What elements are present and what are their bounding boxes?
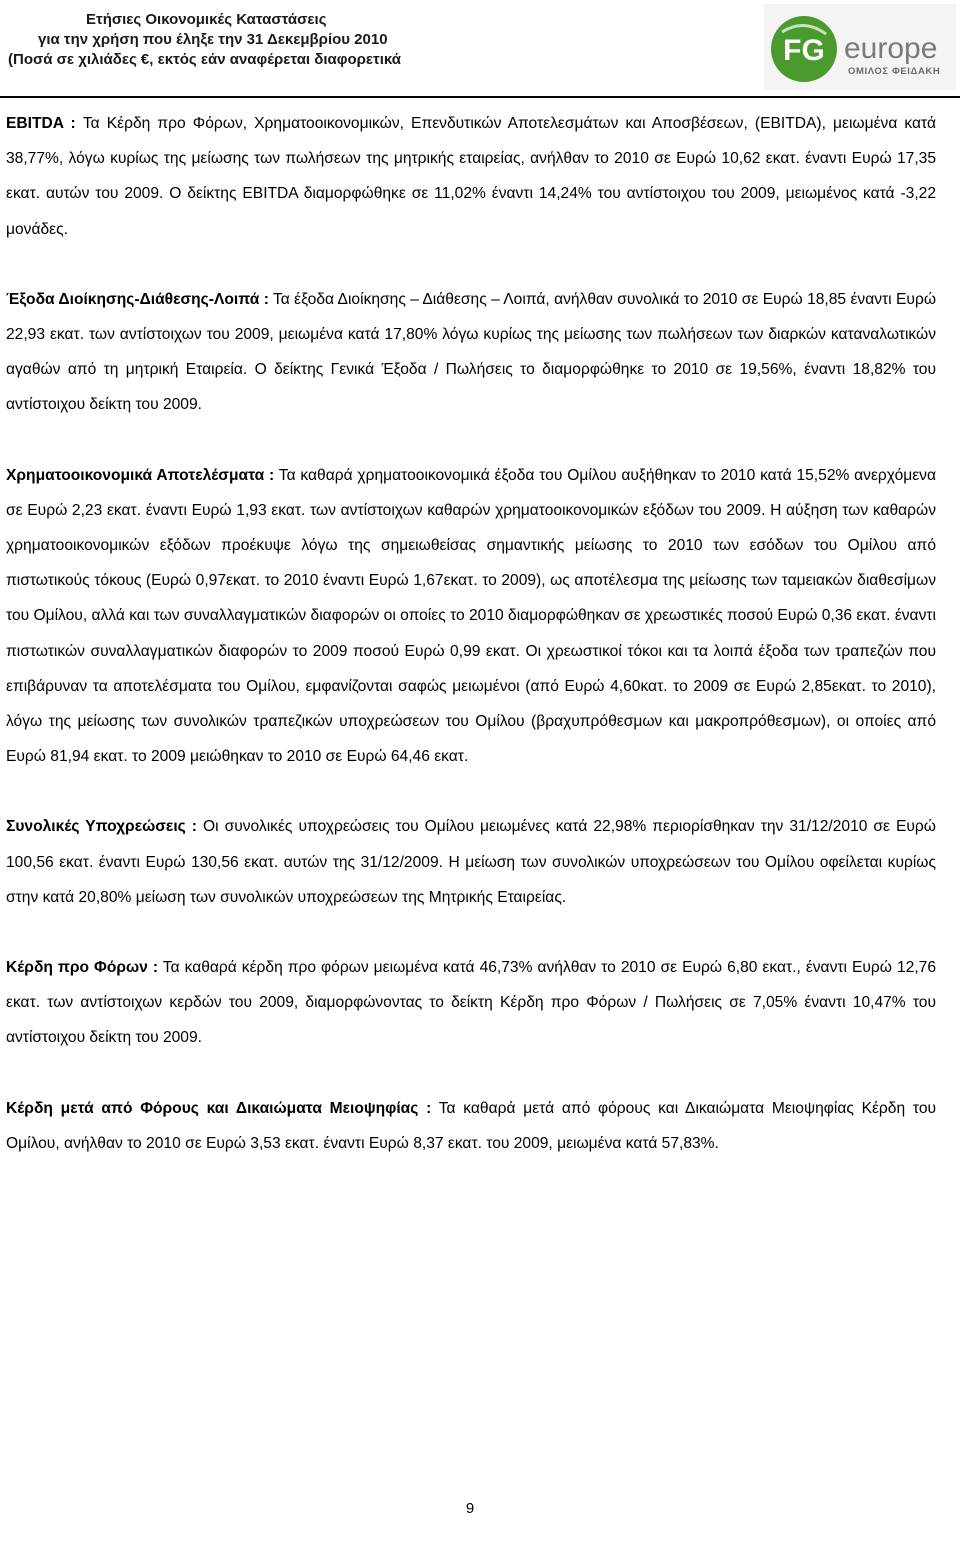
- section-text-pretax-profit: Τα καθαρά κέρδη προ φόρων μειωμένα κατά 46,73% ανήλθαν το 2010 σε Ευρώ 6,80 εκατ., έναντι Ευρώ 12,76 εκατ. των αντίστοιχων κερδών του 2009, διαμορφώνοντας το δείκτη Κέρδη προ Φόρων / Πωλήσεις σε 7,05% έναντι 10,47% του αντίστοιχου δείκτη του 2009.: [6, 959, 936, 1047]
- fg-europe-logo: [764, 4, 956, 90]
- paragraph-net-profit: [6, 1091, 936, 1161]
- document-body: [6, 106, 936, 1161]
- section-label-admin-expenses: Έξοδα Διοίκησης-Διάθεσης-Λοιπά :: [6, 290, 269, 308]
- section-label-net-profit: Κέρδη μετά από Φόρους και Δικαιώματα Μειοψηφίας :: [6, 1099, 432, 1117]
- header-currency-note: (Ποσά σε χιλιάδες €, εκτός εάν αναφέρεται διαφορετικά: [8, 51, 401, 68]
- section-text-financial-results: Τα καθαρά χρηματοοικονομικά έξοδα του Ομίλου αυξήθηκαν το 2010 κατά 15,52% ανερχόμενα σε Ευρώ 2,23 εκατ. έναντι Ευρώ 1,93 εκατ. των αντίστοιχων καθαρών χρηματοοικονομικών εξόδων του 2009. Η αύξηση των καθαρών χρηματοοικονομικών εξόδων προέκυψε λόγω της σημειωθείσας σημαντικής μείωσης το 2010 των εσόδων του Ομίλου από πιστωτικούς τόκους (Ευρώ 0,97εκατ. το 2010 έναντι Ευρώ 1,67εκατ. το 2009), ως αποτέλεσμα της μείωσης των ταμειακών διαθεσίμων του Ομίλου, αλλά και των συναλλαγματικών διαφορών οι οποίες το 2010 διαμορφώθηκαν σε χρεωστικές ποσού Ευρώ 0,36 εκατ. έναντι πιστωτικών συναλλαγματικών διαφορών το 2009 ποσού Ευρώ 0,99 εκατ. Οι χρεωστικοί τόκοι και τα λοιπά έξοδα των τραπεζών που επιβάρυναν τα αποτελέσματα του Ομίλου, εμφανίζονται σαφώς μειωμένοι (από Ευρώ 4,60κατ. το 2009 σε Ευρώ 2,85εκατ. το 2010), λόγω της μείωσης των συνολικών τραπεζικών υποχρεώσεων του Ομίλου (βραχυπρόθεσμων και μακροπρόθεσμων), οι οποίες από Ευρώ 81,94 εκατ. το 2009 μειώθηκαν το 2010 σε Ευρώ 64,46 εκατ.: [6, 466, 936, 766]
- header-divider: [0, 96, 960, 98]
- section-text-net-profit: Τα καθαρά μετά από φόρους και Δικαιώματα Μειοψηφίας Κέρδη του Ομίλου, ανήλθαν το 2010 σε Ευρώ 3,53 εκατ. έναντι Ευρώ 8,37 εκατ. του 2009, μειωμένα κατά 57,83%.: [6, 1099, 937, 1152]
- section-text-admin-expenses: Τα έξοδα Διοίκησης – Διάθεσης – Λοιπά, ανήλθαν συνολικά το 2010 σε Ευρώ 18,85 έναντι Ευρώ 22,93 εκατ. των αντίστοιχων του 2009, μειωμένα κατά 17,80% λόγω κυρίως της μείωσης των πωλήσεων των διαρκών καταναλωτικών αγαθών από τη μητρική Εταιρεία. Ο δείκτης Γενικά Έξοδα / Πωλήσεις το διαμορφώθηκε το 2010 σε 19,56%, έναντι 18,82% του αντίστοιχου δείκτη του 2009.: [6, 290, 936, 414]
- paragraph-ebitda: [6, 106, 936, 247]
- header-title: Ετήσιες Οικονομικές Καταστάσεις: [86, 11, 327, 28]
- page-number: 9: [465, 1500, 475, 1517]
- header-period: για την χρήση που έληξε την 31 Δεκεμβρίου 2010: [38, 31, 388, 48]
- section-label-total-liabilities: Συνολικές Υποχρεώσεις :: [6, 818, 197, 836]
- section-label-financial-results: Χρηματοοικονομικά Αποτελέσματα :: [6, 466, 275, 484]
- section-label-ebitda: EBITDA :: [6, 115, 76, 132]
- paragraph-financial-results: [6, 458, 936, 775]
- logo-brand-text: europe: [844, 32, 938, 65]
- paragraph-pretax-profit: [6, 950, 936, 1056]
- section-label-pretax-profit: Κέρδη προ Φόρων :: [6, 959, 159, 977]
- paragraph-total-liabilities: [6, 809, 936, 915]
- section-text-ebitda: Τα Κέρδη προ Φόρων, Χρηματοοικονομικών, Επενδυτικών Αποτελεσμάτων και Αποσβέσεων, (EBITDA), μειωμένα κατά 38,77%, λόγω κυρίως της μείωσης των πωλήσεων της μητρικής εταιρείας, ανήλθαν το 2010 σε Ευρώ 10,62 εκατ. έναντι Ευρώ 17,35 εκατ. αυτών του 2009. Ο δείκτης EBITDA διαμορφώθηκε σε 11,02% έναντι 14,24% του αντίστοιχου του 2009, μειωμένος κατά -3,22 μονάδες.: [6, 115, 936, 238]
- logo-mark-text: FG: [783, 34, 825, 67]
- paragraph-admin-expenses: [6, 282, 936, 423]
- logo-tagline: ΟΜΙΛΟΣ ΦΕΙΔΑΚΗ: [848, 66, 941, 77]
- page-header: [8, 0, 768, 98]
- section-text-total-liabilities: Οι συνολικές υποχρεώσεις του Ομίλου μειωμένες κατά 22,98% περιορίσθηκαν την 31/12/2010 σε Ευρώ 100,56 εκατ. έναντι Ευρώ 130,56 εκατ. αυτών της 31/12/2009. Η μείωση των συνολικών υποχρεώσεων του Ομίλου οφείλεται κυρίως στην κατά 20,80% μείωση των συνολικών υποχρεώσεων της Μητρικής Εταιρείας.: [6, 818, 936, 906]
